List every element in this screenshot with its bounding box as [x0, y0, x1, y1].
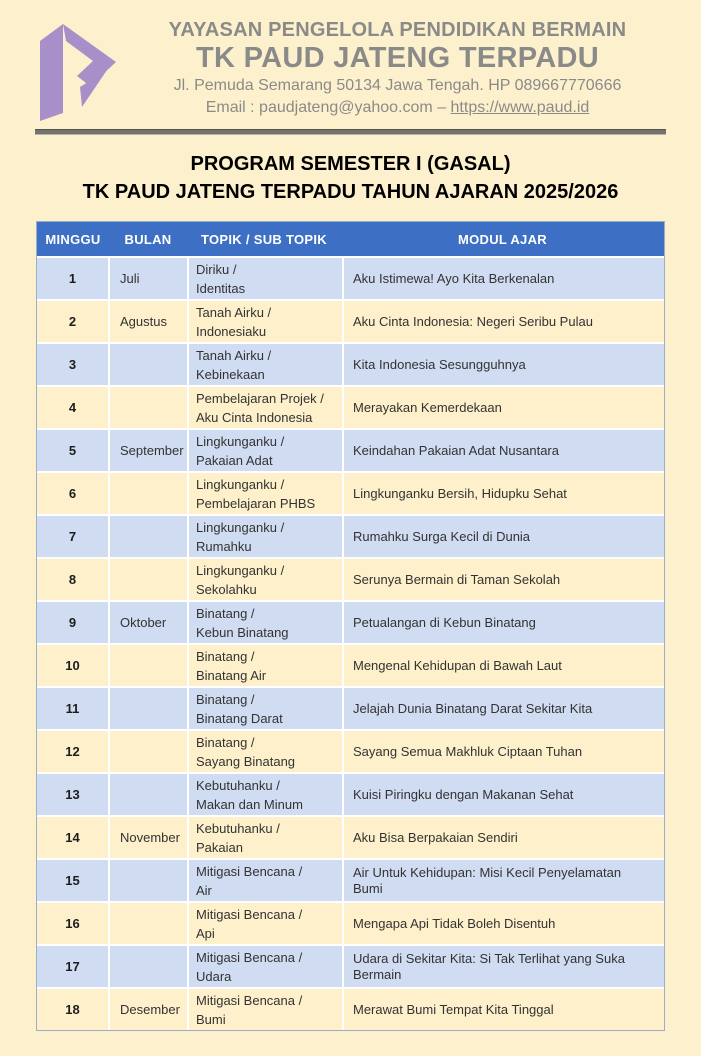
cell-bulan [110, 774, 187, 815]
cell-topik [189, 602, 342, 643]
subtopik-text: Api [196, 925, 215, 941]
table-row [37, 473, 664, 514]
cell-bulan [110, 387, 187, 428]
cell-bulan [110, 946, 187, 987]
cell-topik [189, 258, 342, 299]
table-row [37, 731, 664, 772]
cell-minggu: 6 [37, 473, 108, 514]
subtopik-text: Makan dan Minum [196, 796, 303, 812]
topik-text: Binatang / [196, 691, 255, 707]
cell-modul: Kuisi Piringku dengan Makanan Sehat [344, 774, 664, 815]
table-row [37, 387, 664, 428]
subtopik-text: Bumi [196, 1011, 226, 1027]
topik-text: Mitigasi Bencana / [196, 992, 303, 1008]
cell-minggu: 1 [37, 258, 108, 299]
subtopik-text: Kebun Binatang [196, 624, 289, 640]
cell-modul: Udara di Sekitar Kita: Si Tak Terlihat yang Suka Bermain [344, 946, 664, 987]
cell-topik [189, 989, 342, 1030]
cell-topik [189, 645, 342, 686]
cell-topik [189, 774, 342, 815]
topik-text: Binatang / [196, 734, 255, 750]
cell-topik [189, 559, 342, 600]
cell-topik [189, 430, 342, 471]
cell-minggu: 16 [37, 903, 108, 944]
topik-text: Mitigasi Bencana / [196, 949, 303, 965]
cell-modul: Mengenal Kehidupan di Bawah Laut [344, 645, 664, 686]
topik-text: Binatang / [196, 605, 255, 621]
cell-bulan: September [110, 430, 187, 471]
email-text: Email : paudjateng@yahoo.com – [205, 99, 451, 116]
topik-text: Lingkunganku / [196, 433, 285, 449]
cell-topik [189, 387, 342, 428]
table-row [37, 946, 664, 987]
school-logo-icon [40, 24, 116, 121]
cell-minggu: 17 [37, 946, 108, 987]
cell-minggu: 8 [37, 559, 108, 600]
cell-topik [189, 473, 342, 514]
table-row [37, 602, 664, 643]
cell-modul: Aku Cinta Indonesia: Negeri Seribu Pulau [344, 301, 664, 342]
cell-minggu: 13 [37, 774, 108, 815]
cell-minggu: 11 [37, 688, 108, 729]
subtopik-text: Air [196, 882, 212, 898]
table-row [37, 344, 664, 385]
organization-name: YAYASAN PENGELOLA PENDIDIKAN BERMAIN [168, 19, 627, 41]
cell-bulan [110, 559, 187, 600]
cell-topik [189, 731, 342, 772]
cell-minggu: 18 [37, 989, 108, 1030]
table-row [37, 645, 664, 686]
table-row [37, 860, 664, 901]
cell-bulan [110, 731, 187, 772]
cell-minggu: 4 [37, 387, 108, 428]
cell-topik [189, 516, 342, 557]
subtopik-text: Binatang Darat [196, 710, 283, 726]
table-row [37, 817, 664, 858]
cell-topik [189, 946, 342, 987]
cell-bulan [110, 688, 187, 729]
column-header-bulan: BULAN [124, 231, 172, 247]
table-row [37, 688, 664, 729]
contact-line [112, 97, 683, 119]
cell-minggu: 12 [37, 731, 108, 772]
table-row [37, 559, 664, 600]
cell-minggu: 14 [37, 817, 108, 858]
cell-bulan: Desember [110, 989, 187, 1030]
topik-text: Mitigasi Bencana / [196, 863, 303, 879]
cell-bulan [110, 516, 187, 557]
topik-text: Lingkunganku / [196, 519, 285, 535]
topik-text: Kebutuhanku / [196, 777, 280, 793]
cell-minggu: 2 [37, 301, 108, 342]
cell-modul: Aku Bisa Berpakaian Sendiri [344, 817, 664, 858]
subtopik-text: Binatang Air [196, 667, 267, 683]
program-table [36, 221, 665, 1031]
topik-text: Tanah Airku / [196, 347, 272, 363]
table-row [37, 903, 664, 944]
subtopik-text: Pakaian Adat [196, 452, 273, 468]
topik-text: Kebutuhanku / [196, 820, 280, 836]
cell-modul: Keindahan Pakaian Adat Nusantara [344, 430, 664, 471]
cell-minggu: 5 [37, 430, 108, 471]
cell-modul: Merayakan Kemerdekaan [344, 387, 664, 428]
school-name: TK PAUD JATENG TERPADU [196, 42, 599, 74]
cell-minggu: 7 [37, 516, 108, 557]
topik-text: Mitigasi Bencana / [196, 906, 303, 922]
letterhead-text [112, 18, 683, 119]
subtopik-text: Sekolahku [196, 581, 257, 597]
cell-bulan [110, 645, 187, 686]
cell-modul: Merawat Bumi Tempat Kita Tinggal [344, 989, 664, 1030]
subtopik-text: Identitas [196, 280, 246, 296]
topik-text: Tanah Airku / [196, 304, 272, 320]
subtopik-text: Rumahku [196, 538, 252, 554]
cell-bulan [110, 344, 187, 385]
cell-modul: Kita Indonesia Sesungguhnya [344, 344, 664, 385]
subtopik-text: Kebinekaan [196, 366, 265, 382]
cell-modul: Jelajah Dunia Binatang Darat Sekitar Kita [344, 688, 664, 729]
column-header-modul: MODUL AJAR [458, 231, 547, 247]
cell-bulan: Agustus [110, 301, 187, 342]
cell-modul: Serunya Bermain di Taman Sekolah [344, 559, 664, 600]
topik-text: Lingkunganku / [196, 562, 285, 578]
cell-topik [189, 688, 342, 729]
document-title [0, 150, 701, 206]
cell-topik [189, 860, 342, 901]
table-row [37, 301, 664, 342]
school-address: Jl. Pemuda Semarang 50134 Jawa Tengah. HP 089667770666 [173, 77, 622, 94]
title-line-2: TK PAUD JATENG TERPADU TAHUN AJARAN 2025/2026 [82, 181, 619, 203]
cell-topik [189, 301, 342, 342]
cell-modul: Petualangan di Kebun Binatang [344, 602, 664, 643]
topik-text: Lingkunganku / [196, 476, 285, 492]
cell-minggu: 10 [37, 645, 108, 686]
topik-text: Binatang / [196, 648, 255, 664]
topik-text: Diriku / [196, 261, 237, 277]
subtopik-text: Udara [196, 968, 232, 984]
cell-bulan [110, 473, 187, 514]
cell-modul: Lingkunganku Bersih, Hidupku Sehat [344, 473, 664, 514]
cell-modul: Air Untuk Kehidupan: Misi Kecil Penyelamatan Bumi [344, 860, 664, 901]
table-row [37, 430, 664, 471]
cell-minggu: 9 [37, 602, 108, 643]
table-row [37, 989, 664, 1030]
cell-bulan [110, 860, 187, 901]
cell-bulan: November [110, 817, 187, 858]
cell-modul: Rumahku Surga Kecil di Dunia [344, 516, 664, 557]
subtopik-text: Pembelajaran PHBS [196, 495, 316, 511]
cell-minggu: 15 [37, 860, 108, 901]
cell-topik [189, 903, 342, 944]
cell-modul: Mengapa Api Tidak Boleh Disentuh [344, 903, 664, 944]
table-row [37, 774, 664, 815]
column-header-minggu: MINGGU [45, 231, 101, 247]
cell-modul: Aku Istimewa! Ayo Kita Berkenalan [344, 258, 664, 299]
cell-modul: Sayang Semua Makhluk Ciptaan Tuhan [344, 731, 664, 772]
subtopik-text: Sayang Binatang [196, 753, 296, 769]
table-row [37, 516, 664, 557]
title-line-1: PROGRAM SEMESTER I (GASAL) [190, 153, 511, 175]
letterhead [0, 0, 701, 122]
column-header-topik: TOPIK / SUB TOPIK [201, 231, 327, 247]
table-row [37, 258, 664, 299]
cell-topik [189, 344, 342, 385]
cell-bulan: Juli [110, 258, 187, 299]
table-header-row [37, 222, 664, 256]
cell-bulan [110, 903, 187, 944]
letterhead-divider [35, 129, 666, 134]
topik-text: Pembelajaran Projek / [196, 390, 324, 406]
subtopik-text: Aku Cinta Indonesia [196, 409, 313, 425]
subtopik-text: Indonesiaku [196, 323, 267, 339]
cell-minggu: 3 [37, 344, 108, 385]
cell-topik [189, 817, 342, 858]
table-body [37, 256, 664, 1030]
cell-bulan: Oktober [110, 602, 187, 643]
subtopik-text: Pakaian [196, 839, 243, 855]
website-link[interactable]: https://www.paud.id [450, 99, 590, 116]
